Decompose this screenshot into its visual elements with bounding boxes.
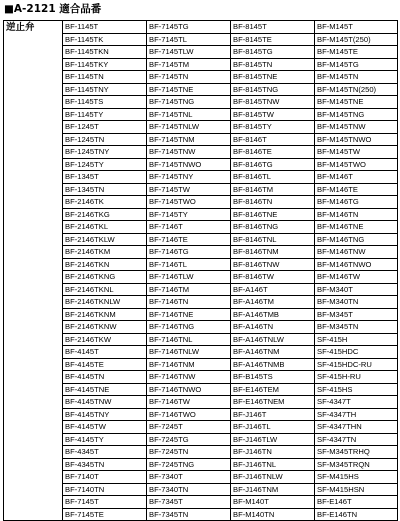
part-number-cell: BF-2146TKNG bbox=[63, 271, 147, 284]
part-number-cell: BF-1245TY bbox=[63, 158, 147, 171]
table-row bbox=[4, 171, 398, 184]
part-number-cell: BF-7145TY bbox=[147, 208, 231, 221]
part-number-cell: BF-M146TNW bbox=[315, 246, 398, 259]
part-number-cell: BF-7245TG bbox=[147, 433, 231, 446]
part-number-cell: BF-1245TN bbox=[63, 133, 147, 146]
part-number-cell: BF-7140TN bbox=[63, 483, 147, 496]
part-number-cell: BF-A146TNM bbox=[231, 346, 315, 359]
part-number-cell: BF-J146TN bbox=[231, 446, 315, 459]
part-number-cell: SF-M415HS bbox=[315, 471, 398, 484]
part-number-cell: BF-7340T bbox=[147, 471, 231, 484]
part-number-cell: BF-7145TL bbox=[147, 33, 231, 46]
part-number-cell: BF-7245T bbox=[147, 421, 231, 434]
table-row bbox=[4, 71, 398, 84]
part-number-cell: BF-8146T bbox=[231, 133, 315, 146]
table-row bbox=[4, 471, 398, 484]
part-number-cell: BF-4145TE bbox=[63, 358, 147, 371]
part-number-cell: BF-E146TN bbox=[315, 508, 398, 521]
part-number-cell: BF-8146TNE bbox=[231, 208, 315, 221]
table-row bbox=[4, 371, 398, 384]
table-row bbox=[4, 121, 398, 134]
table-row bbox=[4, 296, 398, 309]
table-row bbox=[4, 458, 398, 471]
part-number-cell: BF-1245T bbox=[63, 121, 147, 134]
part-number-cell: BF-4145T bbox=[63, 346, 147, 359]
part-number-cell: BF-8145T bbox=[231, 21, 315, 34]
part-number-cell: BF-J146TNLW bbox=[231, 471, 315, 484]
part-number-cell: BF-7145TM bbox=[147, 58, 231, 71]
part-number-cell: BF-7146TG bbox=[147, 246, 231, 259]
part-number-cell: BF-4145TNW bbox=[63, 396, 147, 409]
part-number-cell: BF-7245TN bbox=[147, 446, 231, 459]
table-row bbox=[4, 433, 398, 446]
part-number-cell: BF-8145TNW bbox=[231, 96, 315, 109]
part-number-cell: BF-7146TNE bbox=[147, 308, 231, 321]
part-number-cell: BF-M145TNW bbox=[315, 121, 398, 134]
part-number-cell: BF-2146TK bbox=[63, 196, 147, 209]
table-row bbox=[4, 133, 398, 146]
part-number-cell: BF-2146TKW bbox=[63, 333, 147, 346]
part-number-cell: BF-7145TNWO bbox=[147, 158, 231, 171]
part-number-cell: SF-4347TH bbox=[315, 408, 398, 421]
part-number-cell: BF-8146TM bbox=[231, 183, 315, 196]
part-number-cell: BF-8146TNG bbox=[231, 221, 315, 234]
part-number-cell: BF-J146TNM bbox=[231, 483, 315, 496]
part-number-cell: BF-7146TNWO bbox=[147, 383, 231, 396]
part-number-cell: BF-M145T(250) bbox=[315, 33, 398, 46]
part-number-cell: BF-A146TNMB bbox=[231, 358, 315, 371]
part-number-cell: BF-E146TNEM bbox=[231, 396, 315, 409]
part-number-cell: BF-1145TS bbox=[63, 96, 147, 109]
part-number-cell: BF-7146TE bbox=[147, 233, 231, 246]
part-number-cell: BF-7146TNL bbox=[147, 333, 231, 346]
part-number-cell: BF-M145TG bbox=[315, 58, 398, 71]
part-number-cell: BF-1145TKN bbox=[63, 46, 147, 59]
part-number-cell: BF-7145TLW bbox=[147, 46, 231, 59]
part-number-cell: BF-7145TNE bbox=[147, 83, 231, 96]
compatibility-table bbox=[3, 20, 398, 521]
table-row bbox=[4, 321, 398, 334]
part-number-cell: BF-7146TWO bbox=[147, 408, 231, 421]
part-number-cell: SF-M345TRQN bbox=[315, 458, 398, 471]
table-row bbox=[4, 146, 398, 159]
part-number-cell: BF-7146TN bbox=[147, 296, 231, 309]
table-row bbox=[4, 246, 398, 259]
part-number-cell: BF-8145TY bbox=[231, 121, 315, 134]
part-number-cell: BF-4145TW bbox=[63, 421, 147, 434]
table-row bbox=[4, 408, 398, 421]
part-number-cell: BF-E146TEM bbox=[231, 383, 315, 396]
part-number-cell: BF-M145TNWO bbox=[315, 133, 398, 146]
part-number-cell: BF-4145TY bbox=[63, 433, 147, 446]
part-number-cell: BF-M145TW bbox=[315, 146, 398, 159]
part-number-cell: SF-4347THN bbox=[315, 421, 398, 434]
table-row bbox=[4, 183, 398, 196]
table-row bbox=[4, 258, 398, 271]
part-number-cell: BF-8146TN bbox=[231, 196, 315, 209]
part-number-cell: BF-A146T bbox=[231, 283, 315, 296]
part-number-cell: SF-M345TRHQ bbox=[315, 446, 398, 459]
part-number-cell: BF-2146TKG bbox=[63, 208, 147, 221]
table-row bbox=[4, 308, 398, 321]
part-number-cell: BF-M146TNG bbox=[315, 233, 398, 246]
part-number-cell: BF-7145TNW bbox=[147, 146, 231, 159]
part-number-cell: BF-M345T bbox=[315, 308, 398, 321]
part-number-cell: BF-7345T bbox=[147, 496, 231, 509]
part-number-cell: BF-1145TKY bbox=[63, 58, 147, 71]
part-number-cell: SF-415HDC bbox=[315, 346, 398, 359]
part-number-cell: BF-2146TKLW bbox=[63, 233, 147, 246]
table-row bbox=[4, 396, 398, 409]
part-number-cell: BF-7146TNG bbox=[147, 321, 231, 334]
part-number-cell: BF-M145TN(250) bbox=[315, 83, 398, 96]
part-number-cell: BF-J146T bbox=[231, 408, 315, 421]
part-number-cell: BF-M340TN bbox=[315, 296, 398, 309]
part-number-cell: BF-1145TNY bbox=[63, 83, 147, 96]
part-number-cell: BF-M146TE bbox=[315, 183, 398, 196]
part-number-cell: BF-2146TKN bbox=[63, 258, 147, 271]
table-row bbox=[4, 508, 398, 521]
part-number-cell: BF-A146TMB bbox=[231, 308, 315, 321]
part-number-cell: BF-8146TNM bbox=[231, 246, 315, 259]
part-number-cell: BF-1345T bbox=[63, 171, 147, 184]
part-number-cell: BF-7140T bbox=[63, 471, 147, 484]
part-number-cell: BF-8145TNG bbox=[231, 83, 315, 96]
table-row bbox=[4, 233, 398, 246]
table-row bbox=[4, 421, 398, 434]
part-number-cell: BF-M145TWO bbox=[315, 158, 398, 171]
part-number-cell: BF-8145TN bbox=[231, 58, 315, 71]
part-number-cell: BF-M146TNWO bbox=[315, 258, 398, 271]
part-number-cell: BF-M146TW bbox=[315, 271, 398, 284]
part-number-cell: SF-415H-RU bbox=[315, 371, 398, 384]
part-number-cell: BF-E146T bbox=[315, 496, 398, 509]
table-row bbox=[4, 496, 398, 509]
table-row bbox=[4, 58, 398, 71]
part-number-cell: BF-2146TKNW bbox=[63, 321, 147, 334]
part-number-cell: BF-8146TNW bbox=[231, 258, 315, 271]
part-number-cell: BF-4345TN bbox=[63, 458, 147, 471]
part-number-cell: SF-4347T bbox=[315, 396, 398, 409]
part-number-cell: BF-7146TLW bbox=[147, 271, 231, 284]
document-title: ■A-2121 適合品番 bbox=[4, 3, 102, 15]
table-row bbox=[4, 46, 398, 59]
part-number-cell: BF-8146TW bbox=[231, 271, 315, 284]
part-number-cell: SF-4347TN bbox=[315, 433, 398, 446]
part-number-cell: BF-7146TNW bbox=[147, 371, 231, 384]
part-number-cell: BF-1145T bbox=[63, 21, 147, 34]
part-number-cell: SF-415HS bbox=[315, 383, 398, 396]
part-number-cell: BF-M145TE bbox=[315, 46, 398, 59]
part-number-cell: BF-7146TW bbox=[147, 396, 231, 409]
part-number-cell: BF-8145TG bbox=[231, 46, 315, 59]
table-row bbox=[4, 21, 398, 34]
part-number-cell: BF-M145T bbox=[315, 21, 398, 34]
table-row bbox=[4, 271, 398, 284]
part-number-cell: BF-M146T bbox=[315, 171, 398, 184]
part-number-cell: BF-M146TN bbox=[315, 208, 398, 221]
part-number-cell: BF-M140T bbox=[231, 496, 315, 509]
part-number-cell: BF-4145TNY bbox=[63, 408, 147, 421]
table-row bbox=[4, 483, 398, 496]
part-number-cell: SF-M415HSN bbox=[315, 483, 398, 496]
part-number-cell: BF-2146TKNL bbox=[63, 283, 147, 296]
part-number-cell: BF-1345TN bbox=[63, 183, 147, 196]
table-row bbox=[4, 221, 398, 234]
part-number-cell: BF-A146TNLW bbox=[231, 333, 315, 346]
part-number-cell: BF-7145TNL bbox=[147, 108, 231, 121]
part-number-cell: BF-M145TNG bbox=[315, 108, 398, 121]
part-number-cell: BF-7145TG bbox=[147, 21, 231, 34]
part-number-cell: BF-4145TNE bbox=[63, 383, 147, 396]
part-number-cell: BF-1145TY bbox=[63, 108, 147, 121]
part-number-cell: BF-8146TE bbox=[231, 146, 315, 159]
part-number-cell: BF-8145TE bbox=[231, 33, 315, 46]
part-number-cell: BF-7145TNLW bbox=[147, 121, 231, 134]
part-number-cell: BF-2146TKNLW bbox=[63, 296, 147, 309]
part-number-cell: SF-415HDC-RU bbox=[315, 358, 398, 371]
table-row bbox=[4, 96, 398, 109]
part-number-cell: BF-7345TN bbox=[147, 508, 231, 521]
part-number-cell: BF-M146TG bbox=[315, 196, 398, 209]
row-header-check-valve: 逆止弁 bbox=[4, 21, 63, 521]
part-number-cell: BF-M146TNE bbox=[315, 221, 398, 234]
part-number-cell: BF-2146TKM bbox=[63, 246, 147, 259]
part-number-cell: BF-8145TW bbox=[231, 108, 315, 121]
part-number-cell: BF-8146TG bbox=[231, 158, 315, 171]
part-number-cell: BF-A146TM bbox=[231, 296, 315, 309]
table-row bbox=[4, 108, 398, 121]
table-row bbox=[4, 83, 398, 96]
part-number-cell: BF-M345TN bbox=[315, 321, 398, 334]
table-row bbox=[4, 33, 398, 46]
part-number-cell: BF-1145TN bbox=[63, 71, 147, 84]
part-number-cell: BF-7145TNY bbox=[147, 171, 231, 184]
part-number-cell: BF-7146TM bbox=[147, 283, 231, 296]
part-number-cell: BF-2146TKL bbox=[63, 221, 147, 234]
part-number-cell: BF-7145TE bbox=[63, 508, 147, 521]
part-number-cell: BF-M145TNE bbox=[315, 96, 398, 109]
part-number-cell: BF-7145TWO bbox=[147, 196, 231, 209]
part-number-cell: BF-7340TN bbox=[147, 483, 231, 496]
table-row bbox=[4, 346, 398, 359]
table-row bbox=[4, 196, 398, 209]
part-number-cell: BF-8145TNE bbox=[231, 71, 315, 84]
part-number-cell: BF-J146TNL bbox=[231, 458, 315, 471]
table-row bbox=[4, 383, 398, 396]
table-row bbox=[4, 208, 398, 221]
part-number-cell: BF-4145TN bbox=[63, 371, 147, 384]
part-number-cell: BF-M140TN bbox=[231, 508, 315, 521]
part-number-cell: BF-7146TNLW bbox=[147, 346, 231, 359]
part-number-cell: BF-M145TN bbox=[315, 71, 398, 84]
part-number-cell: BF-2146TKNM bbox=[63, 308, 147, 321]
part-number-cell: BF-1145TK bbox=[63, 33, 147, 46]
part-number-cell: BF-7146TL bbox=[147, 258, 231, 271]
part-number-cell: BF-1245TNY bbox=[63, 146, 147, 159]
part-number-cell: SF-415H bbox=[315, 333, 398, 346]
part-number-cell: BF-7145TW bbox=[147, 183, 231, 196]
part-number-cell: BF-B145TS bbox=[231, 371, 315, 384]
part-number-cell: BF-J146TL bbox=[231, 421, 315, 434]
part-number-cell: BF-A146TN bbox=[231, 321, 315, 334]
part-number-cell: BF-8146TNL bbox=[231, 233, 315, 246]
part-number-cell: BF-7245TNG bbox=[147, 458, 231, 471]
part-number-cell: BF-4345T bbox=[63, 446, 147, 459]
part-number-cell: BF-7146T bbox=[147, 221, 231, 234]
table-row bbox=[4, 283, 398, 296]
part-number-cell: BF-M340T bbox=[315, 283, 398, 296]
part-number-cell: BF-8146TL bbox=[231, 171, 315, 184]
part-number-cell: BF-7146TNM bbox=[147, 358, 231, 371]
part-number-cell: BF-7145TN bbox=[147, 71, 231, 84]
table-row bbox=[4, 333, 398, 346]
table-row bbox=[4, 446, 398, 459]
part-number-cell: BF-7145TNG bbox=[147, 96, 231, 109]
table-row bbox=[4, 158, 398, 171]
part-number-cell: BF-J146TLW bbox=[231, 433, 315, 446]
part-number-cell: BF-7145TNM bbox=[147, 133, 231, 146]
table-row bbox=[4, 358, 398, 371]
part-number-cell: BF-7145T bbox=[63, 496, 147, 509]
